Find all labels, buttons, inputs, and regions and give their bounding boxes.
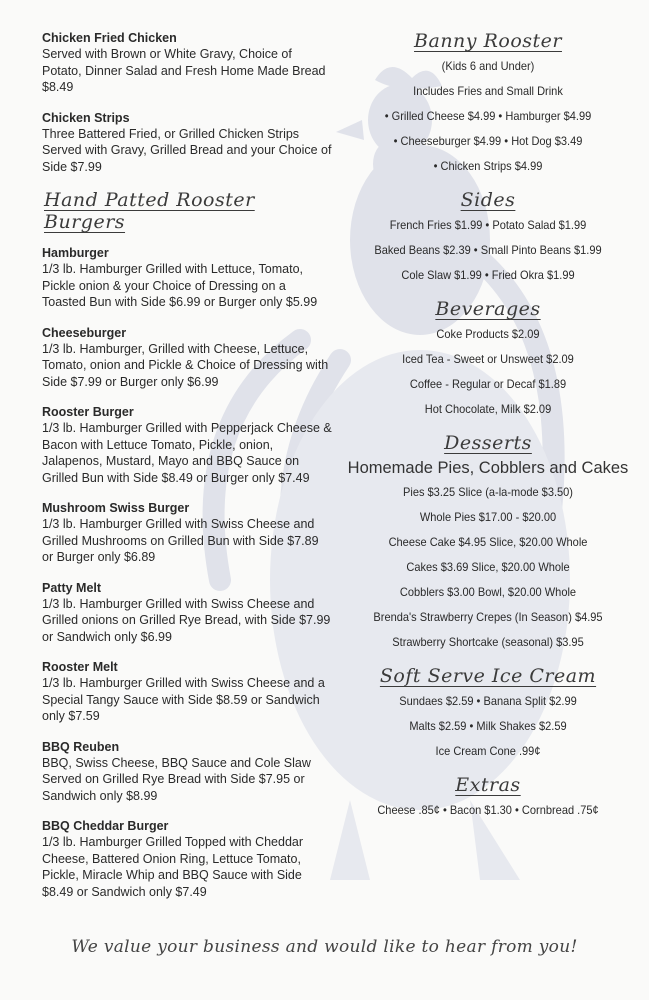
item-name: BBQ Cheddar Burger	[42, 819, 169, 833]
item-name: Chicken Fried Chicken	[42, 31, 177, 45]
sides-heading: Sides	[460, 189, 516, 211]
item-name: Chicken Strips	[42, 110, 130, 125]
burgers-heading: Hand Patted Rooster Burgers	[44, 189, 255, 233]
item-description: 1/3 lb. Hamburger Grilled with Swiss Cheese and a Special Tangy Sauce with Side $8.59 or Sandwich only $7.59	[42, 676, 325, 723]
soft-serve-line: Sundaes $2.59 • Banana Split $2.99	[399, 694, 577, 708]
item-description: Three Battered Fried, or Grilled Chicken Strips Served with Gravy, Grilled Bread and your Choice of Side $7.99	[42, 126, 332, 174]
menu-item	[42, 30, 332, 96]
item-description: 1/3 lb. Hamburger Grilled with Swiss Cheese and Grilled onions on Grilled Rye Bread, with Side $7.99 or Sandwich only $6.99	[42, 596, 331, 644]
item-description: 1/3 lb. Hamburger Grilled with Swiss Cheese and Grilled Mushrooms on Grilled Bun with Side $7.89 or Burger only $6.89	[42, 517, 319, 564]
kids-heading: Banny Rooster	[414, 30, 562, 52]
soft-serve-line: Ice Cream Cone .99¢	[435, 744, 541, 758]
soft-serve-section	[338, 665, 638, 764]
item-name: Mushroom Swiss Burger	[42, 501, 190, 515]
desserts-line: Cakes $3.69 Slice, $20.00 Whole	[406, 560, 570, 574]
item-name: Cheeseburger	[42, 325, 127, 340]
kids-line: Includes Fries and Small Drink	[413, 84, 563, 98]
desserts-line: Whole Pies $17.00 - $20.00	[419, 510, 557, 524]
sides-section	[338, 189, 638, 288]
item-name: BBQ Reuben	[42, 739, 120, 754]
item-name: Rooster Burger	[42, 405, 134, 419]
item-description: Served with Brown or White Gravy, Choice of Potato, Dinner Salad and Fresh Home Made Bread $8.49	[42, 47, 326, 94]
menu-item	[42, 325, 332, 391]
extras-heading: Extras	[455, 774, 521, 796]
item-description: 1/3 lb. Hamburger, Grilled with Cheese, Lettuce, Tomato, onion and Pickle & Choice of Dressing with Side $7.99 or Burger only $6.99	[42, 341, 329, 389]
right-column	[338, 30, 638, 833]
beverages-line: Coke Products $2.09	[436, 327, 540, 341]
beverages-heading: Beverages	[435, 298, 541, 320]
menu-item	[42, 404, 332, 486]
item-description: BBQ, Swiss Cheese, BBQ Sauce and Cole Slaw Served on Grilled Rye Bread with Side $7.95 or Sandwich only $8.99	[42, 755, 311, 803]
desserts-line: Brenda's Strawberry Crepes (In Season) $4.95	[373, 610, 603, 624]
beverages-line: Coffee - Regular or Decaf $1.89	[409, 377, 567, 391]
kids-line: • Grilled Cheese $4.99 • Hamburger $4.99	[384, 109, 592, 123]
desserts-section	[338, 432, 638, 655]
desserts-subheading: Homemade Pies, Cobblers and Cakes	[347, 459, 629, 477]
item-name: Rooster Melt	[42, 660, 118, 674]
menu-item	[42, 110, 332, 176]
soft-serve-line: Malts $2.59 • Milk Shakes $2.59	[409, 719, 567, 733]
desserts-line: Pies $3.25 Slice (a-la-mode $3.50)	[403, 485, 573, 499]
item-name: Hamburger	[42, 246, 109, 260]
desserts-line: Strawberry Shortcake (seasonal) $3.95	[392, 635, 584, 649]
item-name: Patty Melt	[42, 580, 102, 595]
kids-section	[338, 30, 638, 179]
item-description: 1/3 lb. Hamburger Grilled Topped with Cheddar Cheese, Battered Onion Ring, Lettuce Tomato, Pickle, Miracle Whip and BBQ Sauce with Side $8.49 or Sandwich only $7.49	[42, 835, 304, 899]
menu-item	[42, 245, 332, 311]
kids-subheading: (Kids 6 and Under)	[441, 59, 535, 73]
sides-line: French Fries $1.99 • Potato Salad $1.99	[389, 218, 587, 232]
menu-item	[42, 739, 332, 805]
desserts-heading: Desserts	[444, 432, 532, 454]
kids-line: • Chicken Strips $4.99	[433, 159, 543, 173]
item-description: 1/3 lb. Hamburger Grilled with Lettuce, Tomato, Pickle onion & your Choice of Dressing on a Toasted Bun with Side $6.99 or Burger only $5.99	[42, 262, 318, 309]
soft-serve-heading: Soft Serve Ice Cream	[379, 665, 597, 687]
desserts-line: Cobblers $3.00 Bowl, $20.00 Whole	[399, 585, 577, 599]
menu-item	[42, 580, 332, 646]
sides-line: Baked Beans $2.39 • Small Pinto Beans $1.99	[374, 243, 602, 257]
left-column	[42, 30, 332, 914]
extras-section	[338, 774, 638, 823]
sides-line: Cole Slaw $1.99 • Fried Okra $1.99	[401, 268, 575, 282]
extras-line: Cheese .85¢ • Bacon $1.30 • Cornbread .75¢	[377, 803, 599, 817]
footer-tagline: We value your business and would like to hear from you!	[71, 937, 578, 957]
item-description: 1/3 lb. Hamburger Grilled with Pepperjack Cheese & Bacon with Lettuce Tomato, Pickle, onion, Jalapenos, Mustard, Mayo and BBQ Sauce on Grilled Bun with Side $8.49 or Burger only $7.49	[42, 421, 332, 485]
menu-item	[42, 659, 332, 725]
menu-item	[42, 500, 332, 566]
beverages-line: Hot Chocolate, Milk $2.09	[424, 402, 552, 416]
desserts-line: Cheese Cake $4.95 Slice, $20.00 Whole	[388, 535, 588, 549]
beverages-section	[338, 298, 638, 422]
menu-item	[42, 818, 332, 900]
beverages-line: Iced Tea - Sweet or Unsweet $2.09	[402, 352, 574, 366]
kids-line: • Cheeseburger $4.99 • Hot Dog $3.49	[393, 134, 583, 148]
